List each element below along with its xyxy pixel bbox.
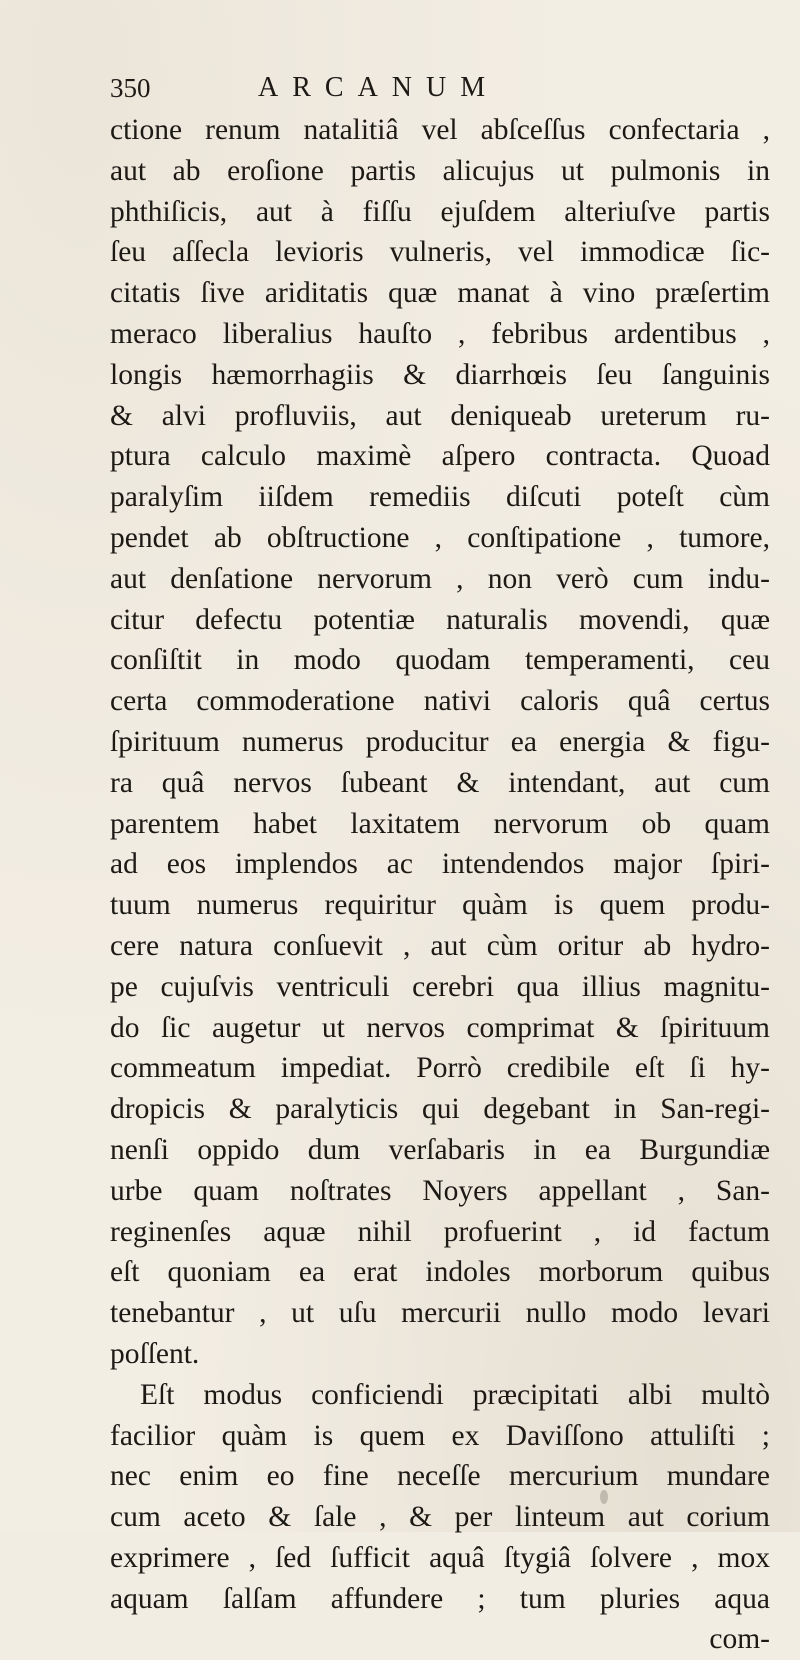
text-line: aut denſatione nervorum , non verò cum indu- [110, 562, 770, 595]
text-line: citur defectu potentiæ naturalis movendi, quæ [110, 603, 770, 636]
text-line: nec enim eo fine neceſſe mercurium mundare [110, 1460, 770, 1493]
text-line: certa commoderatione nativi caloris quâ certus [110, 685, 770, 718]
text-line: reginenſes aquæ nihil profuerint , id factum [110, 1215, 770, 1248]
text-line: meraco liberalius hauſto , febribus ardentibus , [110, 317, 770, 350]
text-line: dropicis & paralyticis qui degebant in San-regi- [110, 1093, 770, 1126]
text-line: nenſi oppido dum verſabaris in ea Burgundiæ [110, 1133, 770, 1166]
ink-spot [600, 1490, 608, 1504]
text-line: aquam ſalſam affundere ; tum pluries aqua [110, 1582, 770, 1615]
text-line: poſſent. [110, 1337, 200, 1370]
page-number: 350 [110, 73, 151, 103]
text-line: aut ab eroſione partis alicujus ut pulmonis in [110, 154, 770, 187]
text-line: exprimere , ſed ſufficit aquâ ſtygiâ ſolvere , mox [110, 1541, 770, 1574]
text-line: longis hæmorrhagiis & diarrhœis ſeu ſanguinis [110, 358, 770, 391]
text-line: do ſic augetur ut nervos comprimat & ſpirituum [110, 1011, 770, 1044]
text-line: pendet ab obſtructione , conſtipatione , tumore, [110, 521, 770, 554]
text-line: commeatum impediat. Porrò credibile eſt ſi hy- [110, 1052, 770, 1085]
text-line: pe cujuſvis ventriculi cerebri qua illius magnitu- [110, 970, 770, 1003]
text-line: tenebantur , ut uſu mercurii nullo modo levari [110, 1297, 770, 1330]
text-line: ſpirituum numerus producitur ea energia & figu- [110, 725, 770, 758]
text-line: ſeu aſſecla levioris vulneris, vel immodicæ ſic- [110, 236, 770, 269]
text-line: Eſt modus conficiendi præcipitati albi multò [140, 1378, 770, 1411]
text-line: facilior quàm is quem ex Daviſſono attuliſti ; [110, 1419, 770, 1452]
text-line: eſt quoniam ea erat indoles morborum quibus [110, 1256, 770, 1289]
text-line: ad eos implendos ac intendendos major ſpiri- [110, 848, 770, 881]
text-line: cere natura conſuevit , aut cùm oritur ab hydro- [110, 929, 770, 962]
text-line: citatis ſive ariditatis quæ manat à vino præſertim [110, 277, 770, 310]
text-line: conſiſtit in modo quodam temperamenti, ceu [110, 644, 770, 677]
text-line: phthiſicis, aut à fiſſu ejuſdem alteriuſve partis [110, 195, 770, 228]
text-line: ptura calculo maximè aſpero contracta. Quoad [110, 440, 770, 473]
text-line: parentem habet laxitatem nervorum ob quam [110, 807, 770, 840]
text-line: tuum numerus requiritur quàm is quem produ- [110, 889, 770, 922]
running-head [110, 68, 750, 108]
text-line: paralyſim iiſdem remediis diſcuti poteſt cùm [110, 481, 770, 514]
running-title: ARCANUM [258, 72, 500, 103]
body-text [110, 110, 770, 1660]
text-line: ra quâ nervos ſubeant & intendant, aut cum [110, 766, 770, 799]
text-line: urbe quam noſtrates Noyers appellant , San- [110, 1174, 770, 1207]
catchword: com- [709, 1623, 770, 1656]
text-line: cum aceto & ſale , & per linteum aut corium [110, 1501, 770, 1534]
text-line: & alvi profluviis, aut deniqueab ureterum ru- [110, 399, 770, 432]
text-line: ctione renum natalitiâ vel abſceſſus confectaria , [110, 114, 770, 146]
